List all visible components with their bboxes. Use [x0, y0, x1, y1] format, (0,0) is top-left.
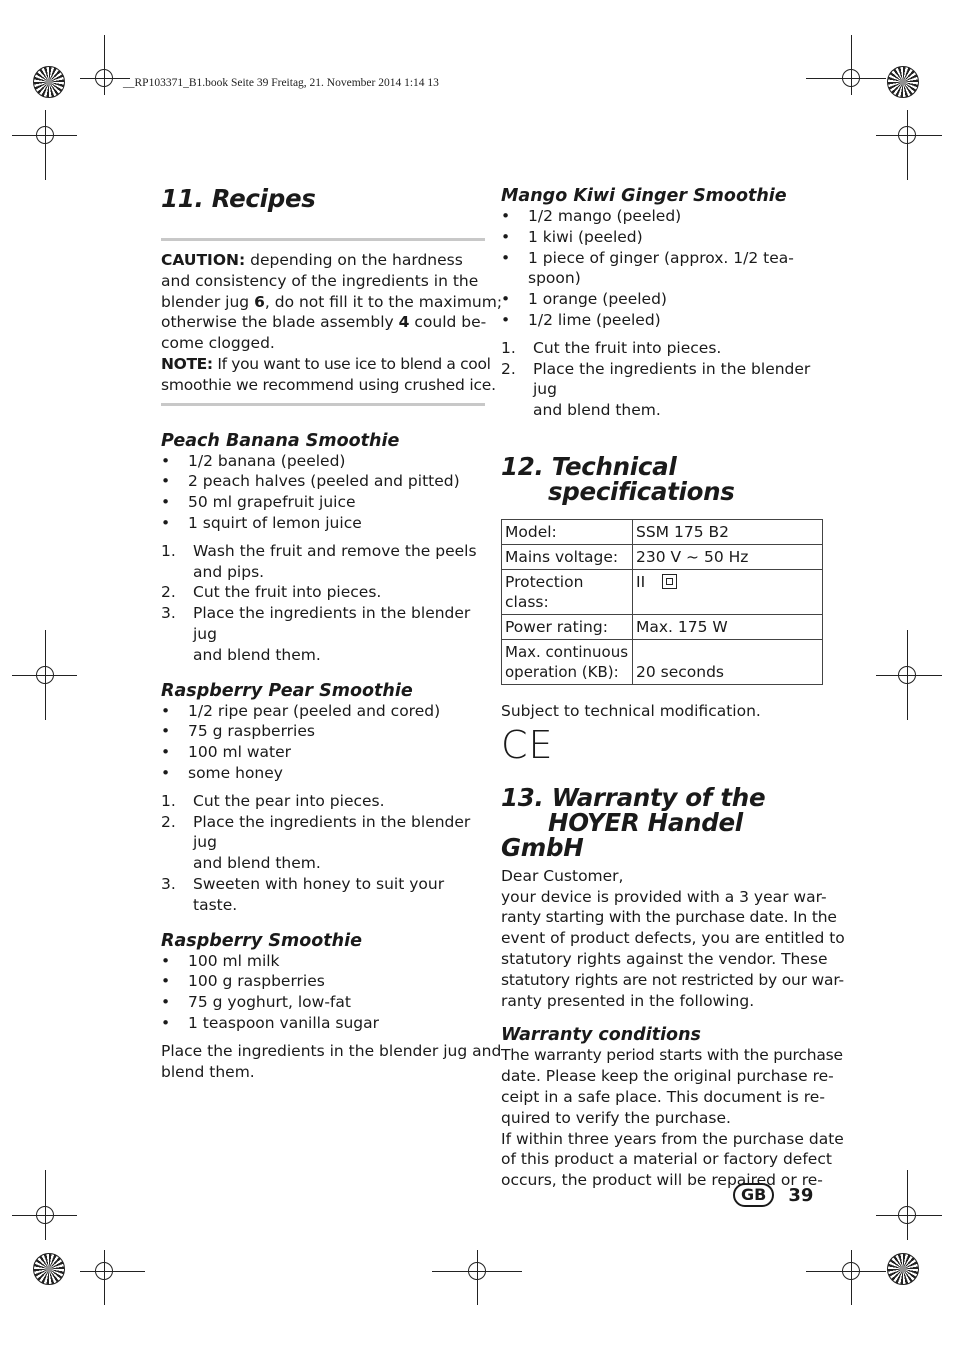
- list-item: • 1 squirt of lemon juice: [161, 513, 362, 532]
- list-item: • 75 g yoghurt, low-fat: [161, 993, 351, 1012]
- list-item: • 50 ml grapefruit juice: [161, 493, 356, 512]
- color-target-icon: [887, 66, 919, 98]
- list-item: 3. Place the ingredients in the blender jug and blend them.: [161, 604, 471, 664]
- list-item: • 100 ml water: [161, 743, 292, 762]
- peach-ingredients: [161, 451, 485, 534]
- list-item: • 2 peach halves (peeled and pitted): [161, 472, 460, 491]
- table-row: Model: SSM 175 B2: [502, 519, 823, 544]
- pear-ingredients: [161, 701, 485, 784]
- page-footer: [733, 1183, 813, 1207]
- list-item: • 1 kiwi (peeled): [501, 227, 643, 246]
- ce-mark-icon: CE: [501, 722, 554, 767]
- list-item: • 75 g raspberries: [161, 722, 315, 741]
- list-item: • some honey: [161, 763, 283, 782]
- table-row: Protection class: II: [502, 569, 823, 614]
- left-column: 11. Recipes CAUTION: depending on the hardness and consistency of the ingredients in the blender jug 6, do not fill it to the maximum; otherwise the blade assembly 4 could be- come clogged. NOTE: If you want to use ice to blend a cool smoothie we recommend using crushed ice. Peach Banana Smoothie • 1/2 banana (peeled) • 2 peach halves (peeled and pitted) • 50 ml grapefruit juice • 1 squirt of lemon juice 1. Wash the fruit and remove the peels and pips. 2. Cut the fruit into pieces. 3. Place the ingredients in the blender jug and blend them. Raspberry Pear Smoothie • 1/2 ripe pear (peeled and cored) • 75 g raspberries • 100 ml water • some honey 1. Cut the pear into pieces. 2. Place the ingredients in the blender jug and blend them. 3. Sweeten with honey to suit your taste. Raspberry Smoothie • 100 ml milk • 100 g raspberries • 75 g yoghurt, low-fat • 1 teaspoon vanilla sugar Place the ingredients in the blender jug and blend them.: [161, 184, 503, 1081]
- list-item: 1. Cut the pear into pieces.: [161, 791, 385, 810]
- note-label: NOTE:: [161, 354, 213, 373]
- pear-steps: [161, 791, 485, 916]
- caution-block: CAUTION: depending on the hardness and consistency of the ingredients in the blender jug 6, do not fill it to the maximum; otherwise the blade assembly 4 could be- come clogged.: [161, 251, 503, 353]
- print-header: __RP103371_B1.book Seite 39 Freitag, 21. November 2014 1:14 13: [123, 77, 439, 89]
- table-row: Power rating: Max. 175 W: [502, 614, 823, 639]
- list-item: • 1 piece of ginger (approx. 1/2 tea- spoon): [501, 248, 794, 288]
- list-item: 2. Cut the fruit into pieces.: [161, 583, 382, 602]
- note-block: NOTE: If you want to use ice to blend a cool smoothie we recommend using crushed ice.: [161, 354, 496, 394]
- warranty-conditions-title: Warranty conditions: [501, 1025, 701, 1046]
- list-item: 1. Wash the fruit and remove the peels and pips.: [161, 541, 477, 581]
- mango-title: Mango Kiwi Ginger Smoothie: [501, 186, 787, 206]
- peach-steps: [161, 541, 485, 666]
- list-item: • 1/2 ripe pear (peeled and cored): [161, 701, 441, 720]
- raspberry-title: Raspberry Smoothie: [161, 930, 362, 951]
- peach-title: Peach Banana Smoothie: [161, 430, 400, 451]
- list-item: • 100 ml milk: [161, 951, 280, 970]
- list-item: • 100 g raspberries: [161, 972, 325, 991]
- table-row: Max. continuous operation (KB): 20 seconds: [502, 639, 823, 684]
- mango-ingredients: [501, 206, 825, 331]
- caution-label: CAUTION:: [161, 251, 246, 269]
- color-target-icon: [33, 1253, 65, 1285]
- recipes-title: 11. Recipes: [161, 184, 316, 213]
- pear-title: Raspberry Pear Smoothie: [161, 680, 413, 701]
- list-item: 2. Place the ingredients in the blender jug and blend them.: [501, 359, 811, 420]
- right-column: [501, 186, 845, 1191]
- spec-note: Subject to technical modification.: [501, 701, 761, 720]
- warranty-intro: Dear Customer, your device is provided with a 3 year war- ranty starting with the purchase date. In the event of product defects, you are entitled to statutory rights against the vendor. These statutory rights are not restricted by our war- ranty presented in the following.: [501, 866, 845, 1010]
- list-item: 1. Cut the fruit into pieces.: [501, 338, 722, 357]
- list-item: • 1/2 banana (peeled): [161, 451, 346, 470]
- warranty-title: 13. Warranty of the HOYER Handel GmbH: [501, 782, 766, 862]
- color-target-icon: [887, 1253, 919, 1285]
- list-item: • 1 teaspoon vanilla sugar: [161, 1013, 379, 1032]
- list-item: 2. Place the ingredients in the blender jug and blend them.: [161, 812, 471, 873]
- list-item: • 1/2 lime (peeled): [501, 310, 661, 329]
- language-badge: GB: [733, 1183, 774, 1207]
- spec-table: [501, 519, 823, 685]
- raspberry-ingredients: [161, 951, 485, 1034]
- list-item: • 1/2 mango (peeled): [501, 207, 682, 225]
- mango-steps: [501, 338, 825, 421]
- list-item: 3. Sweeten with honey to suit your taste.: [161, 874, 445, 914]
- table-row: Mains voltage: 230 V ~ 50 Hz: [502, 544, 823, 569]
- page-number: 39: [788, 1184, 814, 1206]
- protection-class-ii-icon: [662, 574, 677, 589]
- list-item: • 1 orange (peeled): [501, 290, 667, 309]
- color-target-icon: [33, 66, 65, 98]
- warranty-conditions-text: The warranty period starts with the purchase date. Please keep the original purchase re- ceipt in a safe place. This document is re- quired to verify the purchase. If within three years from the purchase date of this product a material or factory defect occurs, the product will be repaired or re-: [501, 1046, 844, 1190]
- raspberry-instruction: Place the ingredients in the blender jug and: [161, 1041, 502, 1060]
- spec-title: 12. Technical specifications: [501, 451, 735, 506]
